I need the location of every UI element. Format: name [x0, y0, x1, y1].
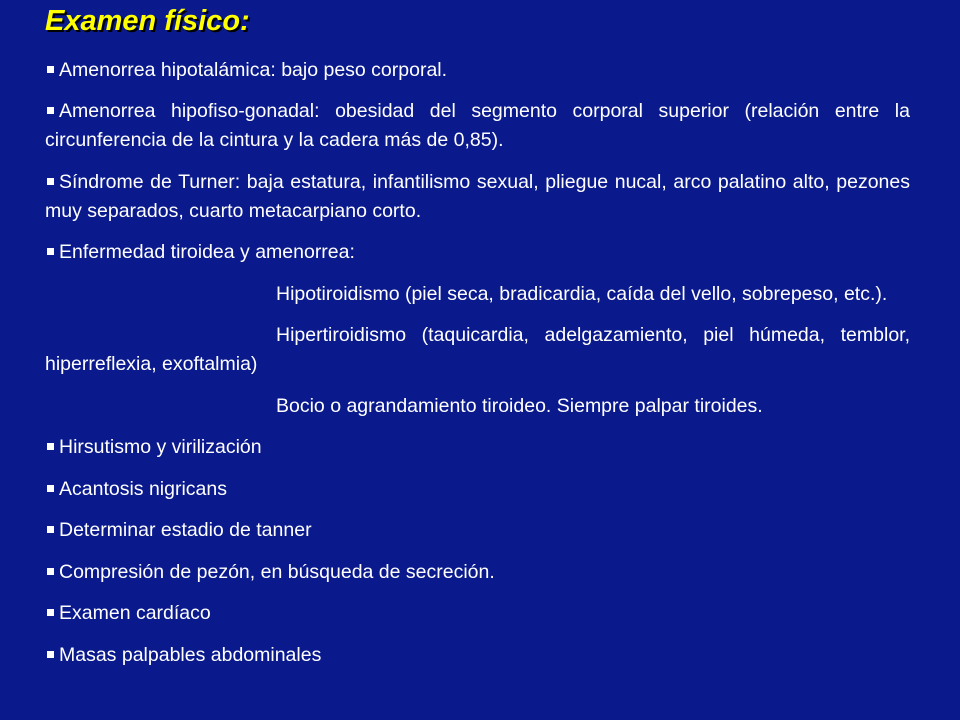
list-item-text: Enfermedad tiroidea y amenorrea:: [59, 241, 355, 264]
sub-item-hypothyroidism: [45, 280, 910, 309]
square-bullet-icon: [47, 178, 54, 185]
list-item-turner: [45, 168, 910, 226]
list-item-hypothalamic: [45, 56, 910, 85]
list-item-tanner: [45, 516, 910, 545]
square-bullet-icon: [47, 568, 54, 575]
square-bullet-icon: [47, 248, 54, 255]
sub-item-hyperthyroidism: [45, 321, 910, 379]
square-bullet-icon: [47, 66, 54, 73]
list-item-text: Acantosis nigricans: [59, 477, 227, 500]
square-bullet-icon: [47, 609, 54, 616]
findings-list: [45, 56, 910, 670]
list-item-cardiac: [45, 599, 910, 628]
list-item-text: Determinar estadio de tanner: [59, 519, 312, 542]
square-bullet-icon: [47, 485, 54, 492]
list-item-text: Examen cardíaco: [59, 602, 211, 625]
list-item-text: Amenorrea hipofiso-gonadal: obesidad del segmento corporal superior (relación entre la circunferencia de la cintura y la cadera más de 0,85).: [45, 100, 910, 152]
list-item-pituitary-gonadal: [45, 97, 910, 155]
square-bullet-icon: [47, 443, 54, 450]
list-item-text: Compresión de pezón, en búsqueda de secreción.: [59, 560, 495, 583]
sub-item-goiter: [45, 392, 910, 421]
square-bullet-icon: [47, 651, 54, 658]
list-item-text: Amenorrea hipotalámica: bajo peso corporal.: [59, 58, 448, 81]
list-item-acanthosis: [45, 475, 910, 504]
square-bullet-icon: [47, 526, 54, 533]
list-item-nipple-compression: [45, 558, 910, 587]
list-item-text: Masas palpables abdominales: [59, 643, 322, 666]
sub-item-text: Bocio o agrandamiento tiroideo. Siempre palpar tiroides.: [276, 394, 763, 417]
sub-item-text: Hipotiroidismo (piel seca, bradicardia, caída del vello, sobrepeso, etc.).: [276, 282, 888, 305]
square-bullet-icon: [47, 107, 54, 114]
list-item-text: Síndrome de Turner: baja estatura, infantilismo sexual, pliegue nucal, arco palatino alto, pezones muy separados, cuarto metacarpiano corto.: [45, 170, 910, 222]
list-item-hirsutism: [45, 433, 910, 462]
sub-item-text: Hipertiroidismo (taquicardia, adelgazamiento, piel húmeda, temblor, hiperreflexia, exoftalmia): [45, 324, 910, 376]
slide-title: Examen físico:: [45, 5, 250, 37]
list-item-abdominal-masses: [45, 641, 910, 670]
list-item-text: Hirsutismo y virilización: [59, 436, 262, 459]
list-item-thyroid: [45, 238, 910, 267]
